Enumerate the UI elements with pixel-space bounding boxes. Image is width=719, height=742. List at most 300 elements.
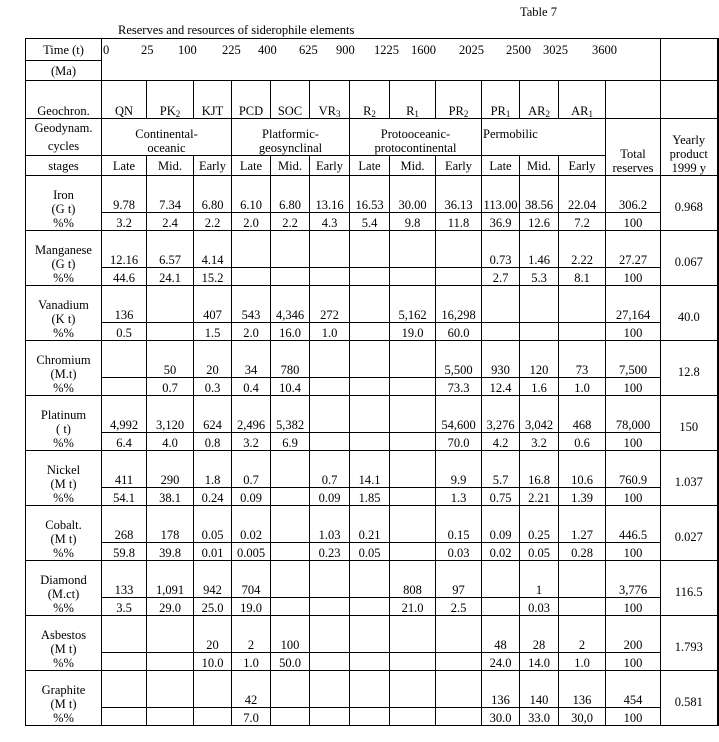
element-unit: (M t) — [50, 697, 77, 711]
value-cell: 704 — [232, 561, 271, 598]
percent-cell — [232, 268, 271, 286]
value-cell: 1.8 — [194, 451, 232, 488]
total-value-cell: 27,164 — [606, 286, 661, 323]
geochron-period: QN — [102, 81, 147, 119]
percent-cell: 1.5 — [194, 323, 232, 341]
percent-cell — [350, 653, 390, 671]
value-cell: 13.16 — [310, 176, 350, 213]
element-row — [26, 561, 718, 598]
cycle-group-line: oceanic — [147, 141, 186, 155]
value-cell — [102, 616, 147, 653]
value-cell — [271, 671, 310, 708]
element-name: Nickel — [46, 463, 81, 477]
element-row — [26, 341, 718, 378]
timeline-tick: 3025 — [543, 43, 568, 57]
element-name: Diamond — [40, 573, 87, 587]
yearly-product-cell: 1.793 — [661, 616, 718, 671]
value-cell: 0.05 — [194, 506, 232, 543]
yearly-product-cell: 12.8 — [661, 341, 718, 396]
stage-cell: Mid. — [147, 156, 194, 176]
value-cell — [271, 451, 310, 488]
value-cell — [350, 286, 390, 323]
percent-cell — [147, 708, 194, 726]
element-name-cell — [26, 176, 102, 231]
element-name-cell — [26, 671, 102, 726]
value-cell — [147, 286, 194, 323]
value-cell: 3,120 — [147, 396, 194, 433]
percent-cell: 7.2 — [559, 213, 606, 231]
element-name-cell — [26, 341, 102, 396]
percent-cell — [436, 268, 482, 286]
stage-cell: Mid. — [271, 156, 310, 176]
value-cell — [350, 341, 390, 378]
time-row — [26, 39, 718, 61]
total-value-cell: 7,500 — [606, 341, 661, 378]
percent-cell — [350, 323, 390, 341]
value-cell — [271, 231, 310, 268]
value-cell: 942 — [194, 561, 232, 598]
value-cell: 6.80 — [194, 176, 232, 213]
value-cell — [232, 231, 271, 268]
element-name: Manganese — [35, 243, 92, 257]
value-cell — [350, 231, 390, 268]
percent-cell — [271, 598, 310, 616]
percent-cell — [390, 268, 436, 286]
percent-cell: 0.75 — [482, 488, 520, 506]
percent-cell: 2.5 — [436, 598, 482, 616]
stages-label: stages — [26, 156, 102, 176]
percent-cell — [310, 598, 350, 616]
value-cell: 4,992 — [102, 396, 147, 433]
cycle-group — [482, 119, 606, 156]
value-cell: 16.8 — [520, 451, 559, 488]
percent-cell: 2.2 — [194, 213, 232, 231]
percent-cell — [271, 543, 310, 561]
value-cell — [482, 561, 520, 598]
value-cell — [390, 396, 436, 433]
time-unit-label: (Ma) — [26, 61, 102, 81]
value-cell: 38.56 — [520, 176, 559, 213]
percent-cell: 1.0 — [310, 323, 350, 341]
period-subscript: 2 — [371, 109, 376, 119]
value-cell — [310, 561, 350, 598]
timeline-tick: 625 — [299, 43, 318, 57]
percent-cell — [102, 378, 147, 396]
percent-cell: 5.4 — [350, 213, 390, 231]
percent-cell: 1.3 — [436, 488, 482, 506]
value-cell: 0.09 — [482, 506, 520, 543]
element-name-cell — [26, 451, 102, 506]
element-name-cell — [26, 616, 102, 671]
timeline-tick: 2500 — [506, 43, 531, 57]
percent-cell: 0.8 — [194, 433, 232, 451]
value-cell: 624 — [194, 396, 232, 433]
value-cell: 136 — [102, 286, 147, 323]
percent-cell — [350, 433, 390, 451]
element-name: Platinum — [40, 408, 87, 422]
timeline-tick: 25 — [141, 43, 154, 57]
stage-cell: Mid. — [390, 156, 436, 176]
yearly-product-header: Yearly product 1999 y — [661, 119, 718, 176]
percent-cell — [350, 378, 390, 396]
value-cell: 54,600 — [436, 396, 482, 433]
percent-cell: 0.23 — [310, 543, 350, 561]
value-cell — [194, 671, 232, 708]
geochron-period: PCD — [232, 81, 271, 119]
percent-cell — [520, 323, 559, 341]
value-cell: 14.1 — [350, 451, 390, 488]
percent-cell: 54.1 — [102, 488, 147, 506]
percent-cell: 0.7 — [147, 378, 194, 396]
total-value-cell: 78,000 — [606, 396, 661, 433]
percent-label: %% — [53, 326, 74, 340]
percent-row — [26, 598, 718, 616]
value-cell — [482, 286, 520, 323]
total-value-cell: 200 — [606, 616, 661, 653]
percent-cell: 2.4 — [147, 213, 194, 231]
timeline-tick: 400 — [258, 43, 277, 57]
percent-cell — [271, 268, 310, 286]
percent-cell: 8.1 — [559, 268, 606, 286]
percent-cell: 4.0 — [147, 433, 194, 451]
percent-cell: 12.6 — [520, 213, 559, 231]
value-cell: 22.04 — [559, 176, 606, 213]
value-cell: 10.6 — [559, 451, 606, 488]
value-cell: 780 — [271, 341, 310, 378]
percent-cell: 0.24 — [194, 488, 232, 506]
percent-cell: 29.0 — [147, 598, 194, 616]
percent-cell — [482, 598, 520, 616]
value-cell — [390, 616, 436, 653]
percent-cell: 1.85 — [350, 488, 390, 506]
percent-cell — [147, 323, 194, 341]
value-cell: 1 — [520, 561, 559, 598]
percent-cell — [350, 598, 390, 616]
percent-cell: 0.03 — [436, 543, 482, 561]
percent-row — [26, 708, 718, 726]
value-cell — [102, 671, 147, 708]
value-cell: 178 — [147, 506, 194, 543]
yearly-product-cell: 116.5 — [661, 561, 718, 616]
value-cell — [350, 671, 390, 708]
stage-cell: Late — [350, 156, 390, 176]
percent-cell: 60.0 — [436, 323, 482, 341]
period-subscript: 3 — [335, 109, 341, 119]
geochron-period: $PR_1$ — [482, 81, 520, 119]
percent-row — [26, 213, 718, 231]
value-cell: 28 — [520, 616, 559, 653]
percent-cell — [482, 323, 520, 341]
period-subscript: 2 — [463, 109, 469, 119]
percent-cell: 36.9 — [482, 213, 520, 231]
percent-cell: 0.09 — [232, 488, 271, 506]
percent-label: %% — [53, 381, 74, 395]
yearly-product-cell: 1.037 — [661, 451, 718, 506]
value-cell: 73 — [559, 341, 606, 378]
percent-cell — [102, 708, 147, 726]
percent-cell: 21.0 — [390, 598, 436, 616]
element-name-cell — [26, 506, 102, 561]
timeline-tick: 900 — [336, 43, 355, 57]
geochron-empty-total — [606, 81, 661, 119]
value-cell: 20 — [194, 616, 232, 653]
percent-label: %% — [53, 271, 74, 285]
value-cell: 6.10 — [232, 176, 271, 213]
timeline-tick: 100 — [178, 43, 197, 57]
percent-cell: 10.0 — [194, 653, 232, 671]
percent-cell: 25.0 — [194, 598, 232, 616]
element-name: Iron — [53, 188, 74, 202]
time-label: Time (t) — [26, 39, 102, 61]
value-cell: 543 — [232, 286, 271, 323]
value-cell: 6.80 — [271, 176, 310, 213]
value-cell: 16.53 — [350, 176, 390, 213]
percent-cell: 0.3 — [194, 378, 232, 396]
percent-cell: 30,0 — [559, 708, 606, 726]
element-name: Graphite — [41, 683, 86, 697]
value-cell: 136 — [559, 671, 606, 708]
percent-cell: 15.2 — [194, 268, 232, 286]
element-unit: (M.t) — [50, 367, 77, 381]
total-percent-cell: 100 — [606, 323, 661, 341]
value-cell: 5,382 — [271, 396, 310, 433]
percent-cell: 5.3 — [520, 268, 559, 286]
percent-cell: 1.0 — [559, 653, 606, 671]
percent-cell — [271, 488, 310, 506]
value-cell: 808 — [390, 561, 436, 598]
total-value-cell: 760.9 — [606, 451, 661, 488]
percent-row — [26, 653, 718, 671]
value-cell: 468 — [559, 396, 606, 433]
period-subscript: 1 — [505, 109, 511, 119]
value-cell — [147, 671, 194, 708]
geochron-period: SOC — [271, 81, 310, 119]
cycle-group-line: Permobilic — [483, 127, 538, 141]
element-unit: (M t) — [50, 642, 77, 656]
value-cell: 3,276 — [482, 396, 520, 433]
reserves-table — [25, 38, 719, 726]
element-row — [26, 616, 718, 653]
percent-cell: 1.0 — [559, 378, 606, 396]
geochron-label: Geochron. — [26, 81, 102, 119]
yearly-product-cell: 40.0 — [661, 286, 718, 341]
value-cell: 120 — [520, 341, 559, 378]
total-percent-cell: 100 — [606, 598, 661, 616]
geochron-period: $PK_2$ — [147, 81, 194, 119]
value-cell: 48 — [482, 616, 520, 653]
element-unit: (G t) — [51, 202, 76, 216]
total-value-cell: 446.5 — [606, 506, 661, 543]
percent-cell: 6.9 — [271, 433, 310, 451]
cycle-group-line: Protooceanic- — [380, 127, 451, 141]
stage-cell: Late — [232, 156, 271, 176]
element-name-cell — [26, 561, 102, 616]
value-cell: 4.14 — [194, 231, 232, 268]
value-cell — [390, 671, 436, 708]
value-cell: 100 — [271, 616, 310, 653]
geochron-period: $AR_2$ — [520, 81, 559, 119]
value-cell: 6.57 — [147, 231, 194, 268]
element-unit: (K t) — [51, 312, 76, 326]
value-cell — [310, 231, 350, 268]
value-cell — [390, 451, 436, 488]
percent-cell: 0.01 — [194, 543, 232, 561]
total-value-cell: 27.27 — [606, 231, 661, 268]
percent-cell: 59.8 — [102, 543, 147, 561]
percent-row — [26, 378, 718, 396]
value-cell: 2.22 — [559, 231, 606, 268]
element-name-cell — [26, 396, 102, 451]
element-name-cell — [26, 286, 102, 341]
percent-cell: 3.5 — [102, 598, 147, 616]
percent-cell — [194, 708, 232, 726]
percent-cell — [390, 653, 436, 671]
stage-cell: Early — [436, 156, 482, 176]
percent-cell: 0.5 — [102, 323, 147, 341]
yearly-product-cell: 0.027 — [661, 506, 718, 561]
percent-cell: 14.0 — [520, 653, 559, 671]
percent-cell: 3.2 — [232, 433, 271, 451]
percent-cell: 3.2 — [102, 213, 147, 231]
percent-row — [26, 488, 718, 506]
value-cell — [310, 341, 350, 378]
element-row — [26, 671, 718, 708]
value-cell: 9.78 — [102, 176, 147, 213]
value-cell — [310, 396, 350, 433]
cycles-row — [26, 119, 718, 156]
value-cell: 7.34 — [147, 176, 194, 213]
percent-row — [26, 543, 718, 561]
element-name: Chromium — [36, 353, 91, 367]
value-cell: 0.7 — [310, 451, 350, 488]
element-name: Asbestos — [40, 628, 87, 642]
value-cell: 136 — [482, 671, 520, 708]
total-value-cell: 306.2 — [606, 176, 661, 213]
geochron-period: $R_2$ — [350, 81, 390, 119]
value-cell: 50 — [147, 341, 194, 378]
time-row-empty-cell — [661, 39, 718, 81]
element-unit: ( t) — [56, 422, 71, 436]
percent-label: %% — [53, 436, 74, 450]
stage-cell: Early — [559, 156, 606, 176]
percent-row — [26, 433, 718, 451]
percent-cell: 0.05 — [520, 543, 559, 561]
value-cell: 290 — [147, 451, 194, 488]
timeline-tick: 0 — [103, 43, 110, 57]
total-percent-cell: 100 — [606, 268, 661, 286]
percent-cell: 39.8 — [147, 543, 194, 561]
percent-cell — [436, 653, 482, 671]
percent-cell: 1.6 — [520, 378, 559, 396]
percent-cell: 12.4 — [482, 378, 520, 396]
period-subscript: 2 — [545, 109, 550, 119]
percent-cell: 2.0 — [232, 323, 271, 341]
geochron-period: $PR_2$ — [436, 81, 482, 119]
percent-cell — [350, 268, 390, 286]
timeline-tick: 1225 — [374, 43, 399, 57]
percent-cell — [310, 268, 350, 286]
percent-cell: 2.21 — [520, 488, 559, 506]
value-cell — [350, 616, 390, 653]
value-cell: 1,091 — [147, 561, 194, 598]
value-cell: 930 — [482, 341, 520, 378]
percent-cell: 0.03 — [520, 598, 559, 616]
cycle-group — [102, 119, 232, 156]
geochron-empty-yearly — [661, 81, 718, 119]
percent-cell — [350, 708, 390, 726]
value-cell — [390, 231, 436, 268]
percent-cell — [559, 323, 606, 341]
value-cell — [390, 506, 436, 543]
value-cell: 411 — [102, 451, 147, 488]
geochron-period: $AR_1$ — [559, 81, 606, 119]
percent-cell — [310, 653, 350, 671]
total-value-cell: 3,776 — [606, 561, 661, 598]
value-cell: 12.16 — [102, 231, 147, 268]
value-cell: 113.00 — [482, 176, 520, 213]
value-cell: 407 — [194, 286, 232, 323]
total-percent-cell: 100 — [606, 433, 661, 451]
value-cell — [390, 341, 436, 378]
percent-cell: 0.02 — [482, 543, 520, 561]
value-cell: 3,042 — [520, 396, 559, 433]
percent-cell: 11.8 — [436, 213, 482, 231]
percent-cell: 2.7 — [482, 268, 520, 286]
cycle-group-line — [483, 141, 605, 155]
total-percent-cell: 100 — [606, 543, 661, 561]
percent-cell: 24.0 — [482, 653, 520, 671]
percent-cell — [436, 708, 482, 726]
percent-cell — [271, 708, 310, 726]
percent-cell: 4.3 — [310, 213, 350, 231]
value-cell: 1.27 — [559, 506, 606, 543]
total-value-cell: 454 — [606, 671, 661, 708]
percent-cell: 3.2 — [520, 433, 559, 451]
percent-cell: 0.09 — [310, 488, 350, 506]
value-cell — [350, 561, 390, 598]
cycles-label: Geodynam. cycles — [26, 119, 102, 156]
value-cell: 0.73 — [482, 231, 520, 268]
percent-cell: 30.0 — [482, 708, 520, 726]
cycle-group — [350, 119, 482, 156]
total-percent-cell: 100 — [606, 653, 661, 671]
yearly-product-cell: 0.067 — [661, 231, 718, 286]
percent-row — [26, 268, 718, 286]
timeline-tick: 1600 — [411, 43, 436, 57]
total-percent-cell: 100 — [606, 378, 661, 396]
percent-cell: 33.0 — [520, 708, 559, 726]
value-cell — [350, 396, 390, 433]
percent-label: %% — [53, 656, 74, 670]
element-name: Cobalt. — [45, 518, 82, 532]
percent-cell — [390, 708, 436, 726]
stage-cell: Mid. — [520, 156, 559, 176]
value-cell: 1.46 — [520, 231, 559, 268]
value-cell: 0.25 — [520, 506, 559, 543]
percent-cell: 4.2 — [482, 433, 520, 451]
total-percent-cell: 100 — [606, 708, 661, 726]
percent-cell — [102, 653, 147, 671]
value-cell: 42 — [232, 671, 271, 708]
value-cell — [436, 231, 482, 268]
percent-cell: 19.0 — [232, 598, 271, 616]
percent-cell: 1.39 — [559, 488, 606, 506]
value-cell: 272 — [310, 286, 350, 323]
element-unit: (M t) — [50, 532, 77, 546]
percent-cell: 50.0 — [271, 653, 310, 671]
element-unit: (M.ct) — [47, 587, 80, 601]
percent-cell — [310, 708, 350, 726]
